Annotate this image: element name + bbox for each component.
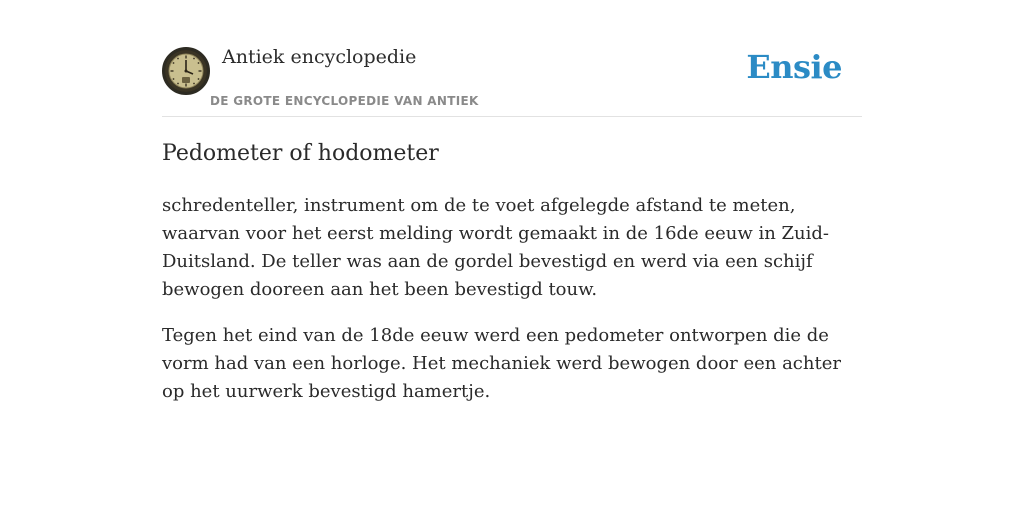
article-title: Pedometer of hodometer bbox=[162, 141, 439, 166]
brand-logo[interactable]: Ensie bbox=[746, 48, 842, 86]
site-header bbox=[162, 40, 862, 117]
article-paragraph-1: schredenteller, instrument om de te voet afgelegde afstand te meten, waarvan voor het eerst melding wordt gemaakt in de 16de eeuw in Zuid-Duitsland. De teller was aan de gordel bevestigd en werd via een schijf bewogen dooreen aan het been bevestigd touw. bbox=[162, 195, 829, 300]
site-title[interactable]: Antiek encyclopedie bbox=[222, 46, 417, 68]
article-paragraph-2: Tegen het eind van de 18de eeuw werd een pedometer ontworpen die de vorm had van een horloge. Het mechaniek werd bewogen door een achter op het uurwerk bevestigd hamertje. bbox=[162, 325, 841, 402]
site-subtitle: DE GROTE ENCYCLOPEDIE VAN ANTIEK bbox=[210, 94, 479, 108]
article bbox=[162, 136, 862, 424]
clock-icon[interactable] bbox=[162, 47, 210, 95]
